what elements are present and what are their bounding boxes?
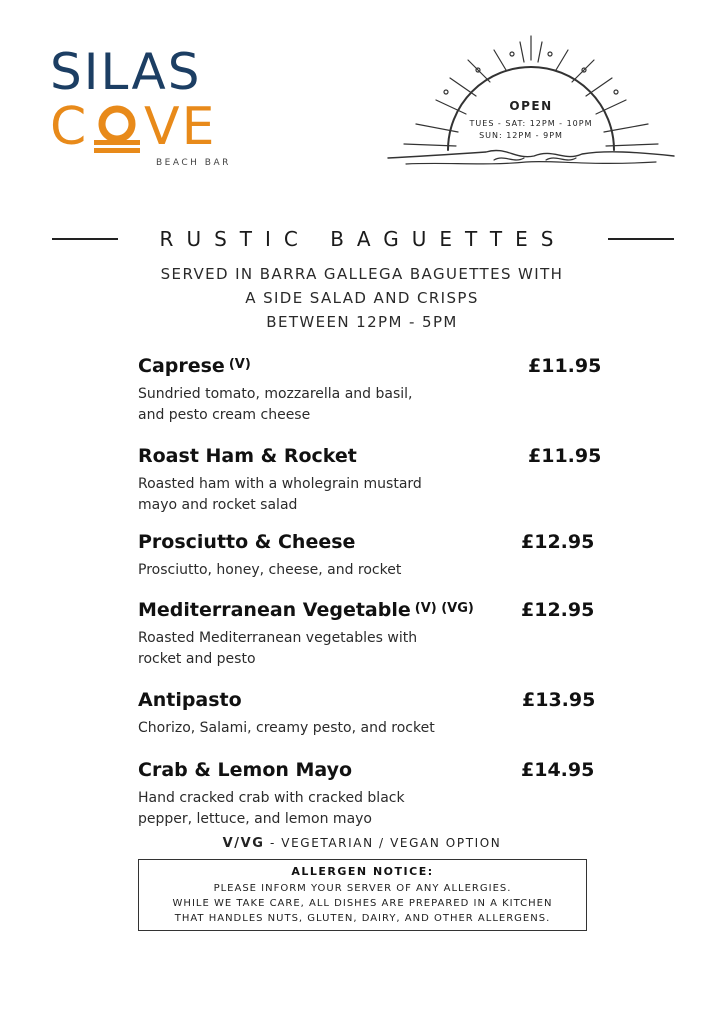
section-intro-line: SERVED IN BARRA GALLEGA BAGUETTES WITH <box>160 265 564 283</box>
sun-circle-icon <box>102 109 132 139</box>
section-intro-line: A SIDE SALAD AND CRISPS <box>245 289 479 307</box>
brand-subtitle: BEACH BAR <box>156 158 231 168</box>
menu-item-price: £11.95 <box>528 445 602 467</box>
menu-item-description: Roasted Mediterranean vegetables with rocket and pesto <box>138 630 418 667</box>
section-header <box>52 227 674 253</box>
menu-item-name: Mediterranean Vegetable $^{(V) (VG)}$ <box>138 599 474 621</box>
title-divider-right <box>608 238 674 240</box>
brand-name-line2 <box>50 96 232 156</box>
menu-item-name: Caprese $^{(V)}$ <box>138 355 251 377</box>
menu-item-description: Sundried tomato, mozzarella and basil, and pesto cream cheese <box>138 386 413 423</box>
menu-item-name: Antipasto <box>138 689 242 711</box>
menu-item-price: £12.95 <box>521 531 595 553</box>
allergen-line: PLEASE INFORM YOUR SERVER OF ANY ALLERGIES. <box>213 883 512 894</box>
menu-item-price: £12.95 <box>521 599 595 621</box>
menu-item-description: Hand cracked crab with cracked black pepper, lettuce, and lemon mayo <box>138 790 405 827</box>
logo-stripe <box>94 148 140 153</box>
legend-text: - VEGETARIAN / VEGAN OPTION <box>264 836 502 850</box>
menu-item-description: Roasted ham with a wholegrain mustard mayo and rocket salad <box>138 476 422 513</box>
brand-cove-text: C <box>50 97 89 156</box>
allergen-title: ALLERGEN NOTICE: <box>291 865 434 878</box>
brand-cove-text-end: VE <box>144 97 217 156</box>
section-title: RUSTIC BAGUETTES <box>159 227 567 251</box>
menu-item-description: Chorizo, Salami, creamy pesto, and rocket <box>138 720 435 736</box>
brand-name-line1: SILAS <box>50 43 202 101</box>
menu-item-name: Prosciutto & Cheese <box>138 531 356 553</box>
legend-key: V/VG <box>222 836 265 851</box>
title-divider-left <box>52 238 118 240</box>
logo-stripe <box>94 140 140 145</box>
brand-logo <box>50 44 240 174</box>
section-intro-line: BETWEEN 12PM - 5PM <box>266 313 458 331</box>
menu-item-price: £11.95 <box>528 355 602 377</box>
opening-hours-badge <box>386 30 676 180</box>
allergen-line: THAT HANDLES NUTS, GLUTEN, DAIRY, AND OTHER ALLERGENS. <box>174 913 551 924</box>
menu-item-price: £13.95 <box>522 689 596 711</box>
menu-item-description: Prosciutto, honey, cheese, and rocket <box>138 562 402 578</box>
menu-item-price: £14.95 <box>521 759 595 781</box>
allergen-line: WHILE WE TAKE CARE, ALL DISHES ARE PREPARED IN A KITCHEN <box>172 898 553 909</box>
dietary-tag: (V) (VG) <box>414 601 474 616</box>
dietary-tag: (V) <box>228 357 251 372</box>
allergen-notice <box>138 859 587 931</box>
dietary-legend <box>140 836 584 851</box>
hours-sun: SUN: 12PM - 9PM <box>479 131 563 140</box>
menu-item-name: Crab & Lemon Mayo <box>138 759 353 781</box>
hours-tue-sat: TUES - SAT: 12PM - 10PM <box>469 119 593 128</box>
menu-item-name: Roast Ham & Rocket <box>138 445 357 467</box>
open-label: OPEN <box>509 99 553 113</box>
